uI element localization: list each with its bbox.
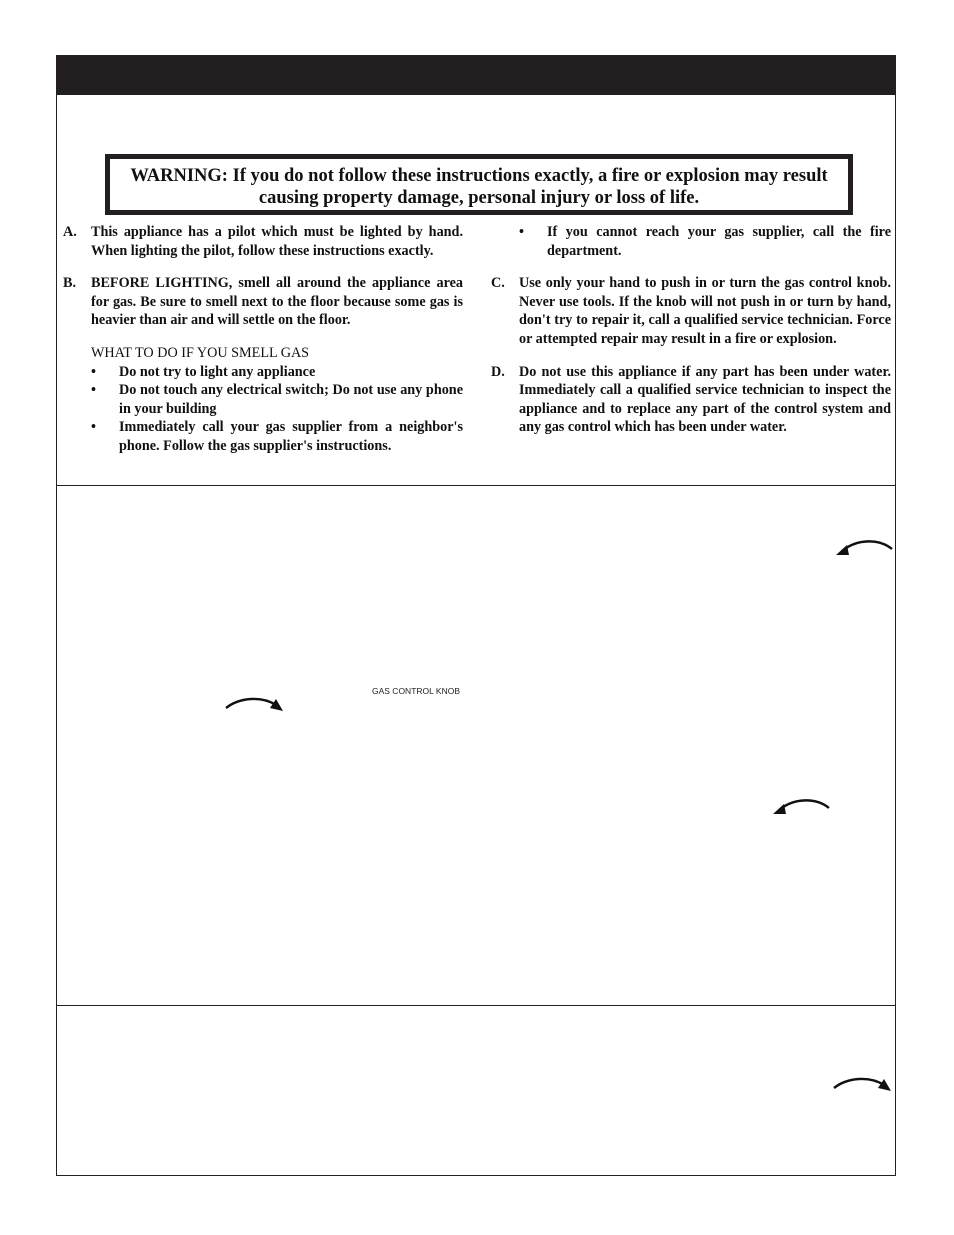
warning-line-1: WARNING: If you do not follow these instructions exactly, a fire or explosion may result	[130, 166, 828, 186]
item-a	[63, 223, 463, 260]
continued-bullet-block	[491, 223, 891, 260]
item-a-text: This appliance has a pilot which must be lighted by hand. When lighting the pilot, follow these instructions exactly.	[91, 224, 463, 259]
smell-gas-heading: WHAT TO DO IF YOU SMELL GAS	[91, 344, 310, 361]
fire-department-bullet-text: If you cannot reach your gas supplier, call the fire department.	[547, 224, 891, 259]
smell-gas-bullet-text: Do not try to light any appliance	[119, 363, 316, 380]
section-divider-1	[57, 485, 895, 486]
item-c-label: C.	[491, 275, 505, 292]
bullet-glyph: •	[91, 382, 96, 399]
counterclockwise-arrow-icon	[834, 536, 896, 558]
item-d-text: Do not use this appliance if any part has been under water. Immediately call a qualified service technician to inspect the appliance and to replace any part of the control system and any gas control which has been under water.	[519, 363, 891, 436]
smell-gas-bullet-text: Do not touch any electrical switch; Do not use any phone in your building	[119, 382, 463, 417]
item-d-label: D.	[491, 363, 505, 380]
left-column	[63, 223, 463, 456]
smell-gas-section	[63, 344, 463, 456]
smell-gas-bullet	[91, 418, 463, 455]
bullet-glyph: •	[519, 224, 524, 240]
right-column	[491, 223, 891, 437]
item-c	[491, 274, 891, 348]
smell-gas-bullet-text: Immediately call your gas supplier from a neighbor's phone. Follow the gas supplier's instructions.	[119, 419, 463, 454]
warning-line-2: causing property damage, personal injury or loss of life.	[258, 188, 700, 208]
smell-gas-bullet	[91, 363, 463, 382]
warning-box	[105, 154, 853, 215]
item-b	[63, 274, 463, 330]
fire-department-bullet	[519, 223, 891, 260]
bullet-glyph: •	[91, 363, 96, 380]
header-bar	[57, 56, 895, 95]
item-a-label: A.	[63, 224, 77, 240]
gas-control-knob-label: GAS CONTROL KNOB	[372, 686, 461, 696]
item-b-text: BEFORE LIGHTING, smell all around the appliance area for gas. Be sure to smell next to the floor because some gas is heavier than air and will settle on the floor.	[91, 275, 463, 329]
counterclockwise-arrow-icon	[771, 795, 833, 817]
smell-gas-bullet	[91, 381, 463, 418]
bullet-glyph: •	[91, 419, 96, 436]
section-divider-2	[57, 1005, 895, 1006]
item-d	[491, 363, 891, 437]
clockwise-arrow-icon	[222, 694, 286, 714]
item-c-text: Use only your hand to push in or turn the gas control knob. Never use tools. If the knob will not push in or turn by hand, don't try to repair it, call a qualified service technician. Force or attempted repair may result in a fire or explosion.	[519, 275, 891, 347]
item-b-label: B.	[63, 275, 77, 292]
clockwise-arrow-icon	[830, 1073, 894, 1095]
